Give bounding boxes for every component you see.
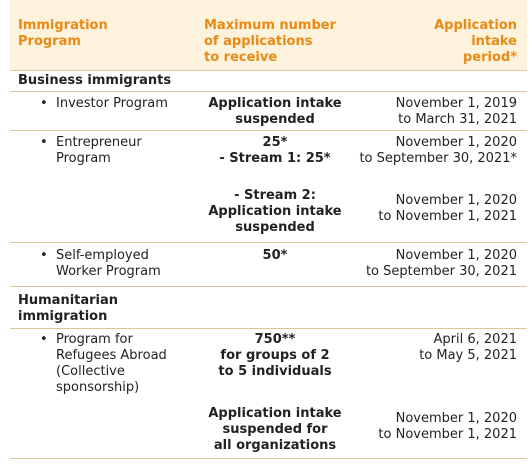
- bullet: •: [40, 248, 48, 263]
- program-name: Entrepreneur Program: [56, 135, 142, 166]
- header-max-applications: Maximum number of applications to receive: [204, 18, 337, 65]
- intake-period: April 6, 2021 to May 5, 2021: [419, 332, 517, 363]
- intake-period: November 1, 2020 to September 30, 2021*: [359, 135, 517, 166]
- program-name: Investor Program: [56, 96, 168, 111]
- max-applications: - Stream 2: Application intake suspended: [208, 188, 342, 235]
- max-applications: 50*: [262, 248, 288, 263]
- bullet: •: [40, 96, 48, 111]
- divider: [10, 242, 527, 243]
- max-applications: 25* - Stream 1: 25*: [219, 135, 331, 166]
- bullet: •: [40, 135, 48, 150]
- divider: [10, 286, 527, 287]
- divider: [10, 328, 527, 329]
- program-name: Program for Refugees Abroad (Collective sponsorship): [56, 332, 167, 395]
- header-intake-period: Application intake period*: [434, 18, 517, 65]
- divider: [10, 130, 527, 131]
- divider: [10, 458, 527, 459]
- bullet: •: [40, 332, 48, 347]
- max-applications: 750** for groups of 2 to 5 individuals: [218, 332, 332, 379]
- intake-period: November 1, 2020 to November 1, 2021: [378, 193, 517, 224]
- divider: [10, 70, 527, 71]
- max-applications: Application intake suspended for all organizations: [208, 406, 342, 453]
- intake-period: November 1, 2020 to September 30, 2021: [365, 248, 517, 279]
- max-applications: Application intake suspended: [208, 96, 342, 127]
- program-name: Self-employed Worker Program: [56, 248, 161, 279]
- intake-period: November 1, 2020 to November 1, 2021: [378, 411, 517, 442]
- header-program: Immigration Program: [18, 18, 108, 49]
- divider: [10, 91, 527, 92]
- intake-period: November 1, 2019 to March 31, 2021: [395, 96, 517, 127]
- section-humanitarian: Humanitarian immigration: [18, 293, 119, 324]
- section-business: Business immigrants: [18, 73, 172, 88]
